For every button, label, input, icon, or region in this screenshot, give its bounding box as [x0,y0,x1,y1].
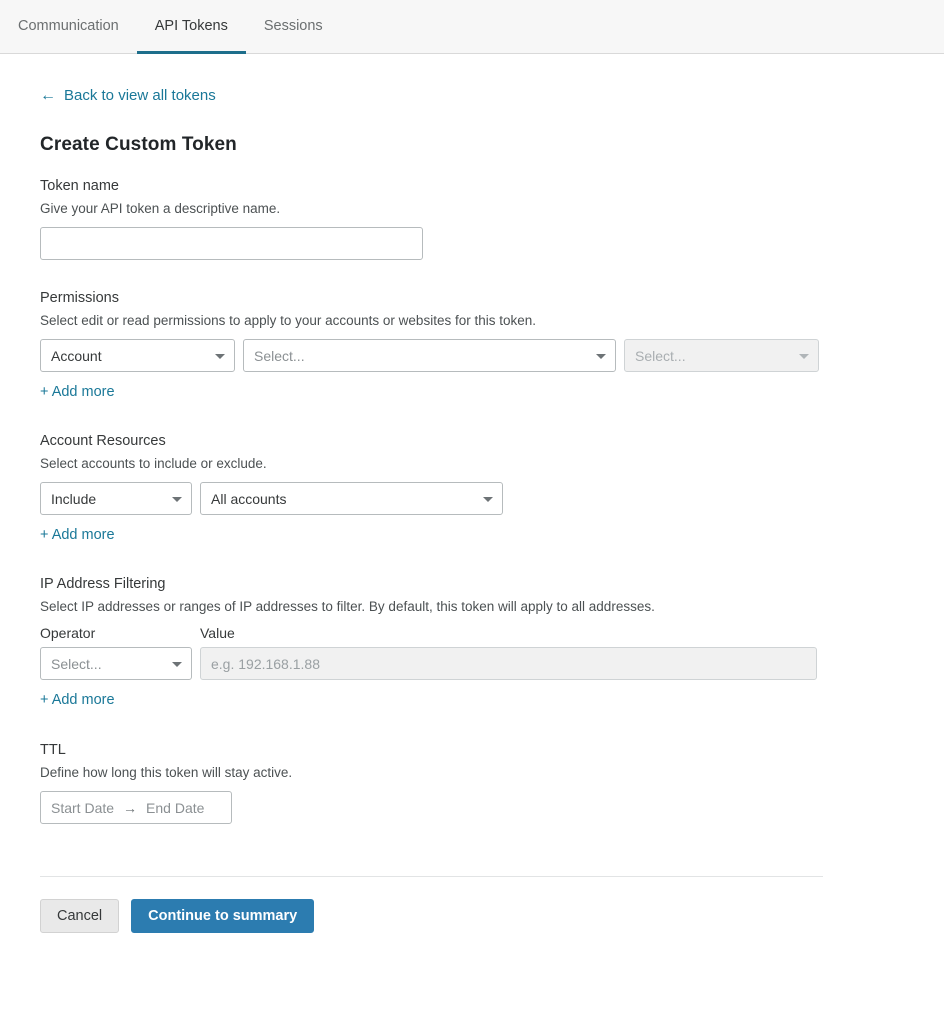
account-resources-add-more-link[interactable]: + Add more [40,527,115,543]
token-name-help: Give your API token a descriptive name. [40,201,281,216]
cancel-button[interactable]: Cancel [40,899,119,933]
ttl-end-date-input[interactable]: End Date [146,799,205,816]
tab-sessions-label: Sessions [263,17,323,34]
ip-filtering-label: IP Address Filtering [40,576,166,592]
chevron-down-icon [215,354,225,359]
ip-operator-value: Select... [51,655,102,672]
footer-divider [40,876,823,877]
permissions-help: Select edit or read permissions to apply to your accounts or websites for this token. [40,313,536,328]
permission-resource-select[interactable] [243,339,616,372]
ttl-date-range[interactable] [40,791,232,824]
ip-value-label: Value [200,625,235,641]
ip-filtering-row [40,647,904,680]
ip-operator-select[interactable] [40,647,192,680]
section-token-name [40,178,904,260]
tab-sessions[interactable] [246,0,341,54]
arrow-left-icon: ← [40,86,56,104]
section-account-resources [40,433,904,543]
page-content [0,87,944,933]
account-resources-accounts-value: All accounts [211,490,287,507]
back-to-all-tokens-link[interactable] [40,87,216,104]
account-resources-label: Account Resources [40,433,166,449]
ip-filtering-add-more-link[interactable]: + Add more [40,692,115,708]
permission-level-select [624,339,819,372]
continue-to-summary-button[interactable]: Continue to summary [131,899,314,933]
ip-operator-label: Operator [40,625,96,641]
chevron-down-icon [483,497,493,502]
tab-api-tokens-label: API Tokens [154,17,228,34]
page-title: Create Custom Token [40,134,237,155]
permissions-row [40,339,904,372]
permissions-add-more-link[interactable]: + Add more [40,384,115,400]
footer-actions [40,899,904,933]
tab-communication[interactable] [0,0,137,54]
section-ip-filtering [40,576,904,708]
ttl-start-date-input[interactable]: Start Date [51,799,115,816]
ip-value-input[interactable] [200,647,817,680]
ttl-help: Define how long this token will stay active. [40,765,293,780]
ttl-label: TTL [40,742,66,758]
permission-level-value: Select... [635,347,686,364]
tab-bar [0,0,944,54]
account-resources-accounts-select[interactable] [200,482,503,515]
token-name-input[interactable] [40,227,423,260]
ip-filtering-help: Select IP addresses or ranges of IP addresses to filter. By default, this token will apply to all addresses. [40,599,655,614]
section-permissions [40,290,904,400]
account-resources-row [40,482,904,515]
permissions-label: Permissions [40,290,119,306]
permission-scope-select[interactable] [40,339,235,372]
chevron-down-icon [799,354,809,359]
permission-scope-value: Account [51,347,102,364]
back-link-label: Back to view all tokens [64,87,216,104]
ip-filtering-field-labels [40,625,904,641]
tab-communication-label: Communication [18,17,119,34]
chevron-down-icon [172,497,182,502]
chevron-down-icon [172,662,182,667]
account-resources-mode-value: Include [51,490,97,507]
arrow-right-icon: → [123,799,138,816]
account-resources-help: Select accounts to include or exclude. [40,456,267,471]
tab-api-tokens[interactable] [137,0,246,54]
permission-resource-value: Select... [254,347,305,364]
account-resources-mode-select[interactable] [40,482,192,515]
section-ttl [40,742,904,824]
chevron-down-icon [596,354,606,359]
token-name-label: Token name [40,178,119,194]
